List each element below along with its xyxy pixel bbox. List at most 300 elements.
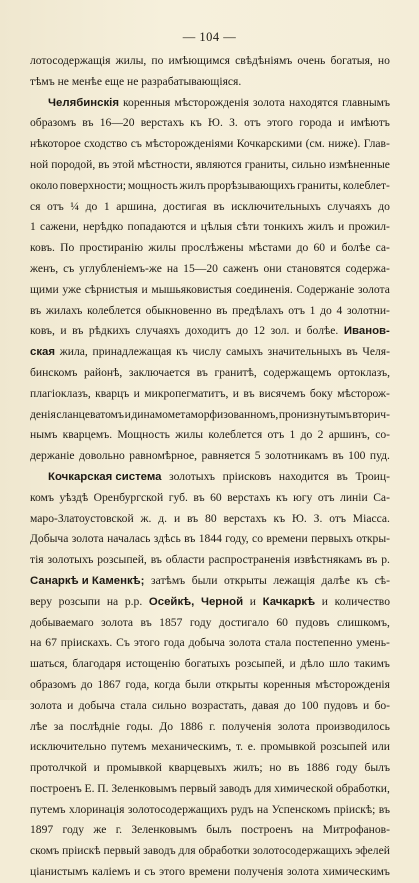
word: въ xyxy=(243,386,255,400)
word: образомъ xyxy=(30,116,77,130)
word: лѣе xyxy=(30,719,48,733)
word: въ xyxy=(216,303,228,317)
word: Са- xyxy=(373,490,390,504)
word: къ xyxy=(275,490,288,504)
word: по xyxy=(151,54,164,67)
word: умень- xyxy=(356,636,390,650)
word: годы. xyxy=(126,719,153,733)
word: висячемъ xyxy=(258,386,306,400)
word: добыча xyxy=(188,636,225,650)
word: 80 xyxy=(205,511,217,525)
word: былъ xyxy=(206,823,232,837)
word: или xyxy=(371,740,390,754)
word: уже xyxy=(62,282,82,296)
word: женъ, xyxy=(30,261,59,275)
text-line xyxy=(30,238,390,259)
word: мѣсторожденіями xyxy=(145,137,234,151)
text-line xyxy=(30,405,390,426)
word: послѣдніе xyxy=(69,719,120,733)
word: сажени, xyxy=(40,220,79,234)
word: сѣ- xyxy=(374,573,390,587)
word: бинскомъ xyxy=(30,365,78,379)
word: простиранію xyxy=(79,241,144,255)
word: ся xyxy=(30,199,41,213)
word: жилахъ xyxy=(45,303,83,317)
word: въ xyxy=(72,324,84,338)
word: жилъ xyxy=(307,220,334,234)
word: 15—20 xyxy=(183,261,218,275)
word: принадлежащая xyxy=(92,345,172,359)
word: самыхъ xyxy=(225,345,263,359)
word: въ xyxy=(193,490,205,504)
word: до xyxy=(300,428,313,442)
word: скомъ xyxy=(30,844,60,858)
text-line xyxy=(30,363,390,384)
word: лотосодержащія xyxy=(30,54,111,67)
word: р.р. xyxy=(124,594,143,608)
word: жилъ xyxy=(179,178,206,192)
word: исключительно xyxy=(30,740,107,754)
text-line xyxy=(30,113,390,134)
text-line xyxy=(30,820,390,841)
word: добываемаго xyxy=(30,615,94,629)
word: значительныхъ xyxy=(267,345,342,359)
word: Ю. xyxy=(208,116,223,130)
text-line xyxy=(30,488,390,509)
word: ж. xyxy=(140,511,152,525)
word: пуд. xyxy=(369,449,390,463)
word: 67 xyxy=(45,636,57,650)
word: очень xyxy=(297,54,326,67)
word: для xyxy=(254,781,272,795)
word: Міасса. xyxy=(352,511,390,525)
word: е. xyxy=(247,740,256,754)
word: 100 xyxy=(348,449,366,463)
word: стала xyxy=(264,636,292,650)
word: протолчкой xyxy=(30,761,87,775)
word: промывкой xyxy=(106,761,162,775)
word: и xyxy=(338,220,345,234)
word: нерѣдко xyxy=(83,220,124,234)
text-line xyxy=(30,529,390,550)
word: прожил- xyxy=(348,220,390,234)
word: полученія xyxy=(234,865,284,879)
word: въ xyxy=(82,116,94,130)
word: въ xyxy=(187,511,199,525)
word: 1857 xyxy=(159,615,183,629)
word: ной xyxy=(30,157,49,171)
word: Успенскомъ xyxy=(271,802,331,816)
word: главнымъ xyxy=(342,95,390,109)
word: мѣстности, xyxy=(137,157,193,171)
word: къ xyxy=(273,511,286,525)
word: этого xyxy=(159,865,186,879)
word: отъ xyxy=(244,116,261,130)
word: и xyxy=(133,386,140,400)
word: нѣкоторое xyxy=(30,137,81,151)
text-line xyxy=(30,592,390,613)
word: 1886 xyxy=(306,761,330,775)
word: съ xyxy=(130,137,142,151)
word: исключительныхъ xyxy=(231,199,321,213)
word: около xyxy=(30,178,59,192)
word: въ xyxy=(332,449,344,463)
word: болѣе xyxy=(341,241,371,255)
word: Содержаніе xyxy=(296,282,355,296)
word: Мощность xyxy=(117,428,170,442)
word: и xyxy=(294,324,302,338)
word: Глав- xyxy=(363,137,390,151)
word: комъ xyxy=(30,490,54,504)
word: Оренбургской xyxy=(93,490,164,504)
word: щими xyxy=(30,282,59,296)
word: на xyxy=(256,802,269,816)
word: доходитъ xyxy=(185,324,231,338)
word: въ xyxy=(378,802,390,816)
word: верстахъ xyxy=(223,511,267,525)
word: обработки, xyxy=(335,781,390,795)
text-line xyxy=(30,779,390,800)
word: постепенно xyxy=(295,636,353,650)
word: золотни- xyxy=(347,303,390,317)
word: болѣе. xyxy=(306,324,339,338)
word: истощенію xyxy=(125,657,180,671)
word: верстахъ xyxy=(227,490,271,504)
text-line xyxy=(30,654,390,675)
word: рѣдкихъ xyxy=(88,324,131,338)
word: мощность xyxy=(127,178,178,192)
word: жилъ; xyxy=(233,761,263,775)
word: находятся xyxy=(288,95,339,109)
word: сланцеватомъ xyxy=(56,407,125,421)
word: бо- xyxy=(374,698,390,712)
text-line xyxy=(30,550,390,571)
word: въ xyxy=(213,199,225,213)
word: времени xyxy=(188,865,231,879)
word: до xyxy=(296,241,309,255)
word: отъ xyxy=(267,428,285,442)
word: распространенія xyxy=(208,553,291,567)
word: 12 xyxy=(253,324,266,338)
word: золотосодержащихъ xyxy=(127,802,228,816)
word: свѣдѣніямъ xyxy=(235,54,293,67)
word: они xyxy=(263,261,282,275)
text-line xyxy=(30,696,390,717)
word: равномѣрное, xyxy=(129,449,198,463)
word: въ xyxy=(150,553,162,567)
word: До xyxy=(159,719,174,733)
word: 60 xyxy=(210,490,222,504)
word: былъ xyxy=(364,761,390,775)
word: полученія xyxy=(222,719,272,733)
word: въ xyxy=(196,365,208,379)
word: 1 xyxy=(103,199,110,213)
word: открыты xyxy=(223,573,267,587)
word: на xyxy=(30,636,42,650)
text-line xyxy=(30,571,390,592)
word: аршинъ, xyxy=(328,428,370,442)
word: жилы xyxy=(175,428,204,442)
bold-term: ская xyxy=(30,346,56,359)
word: имѣющимся xyxy=(168,54,230,67)
word: обработки xyxy=(198,844,250,858)
word: до xyxy=(284,698,296,712)
text-line xyxy=(30,280,390,301)
word: породой, xyxy=(51,157,96,171)
word: Челя- xyxy=(362,345,390,359)
word: ниже). xyxy=(328,137,361,151)
text-line xyxy=(30,467,390,488)
word: золота xyxy=(101,615,134,629)
word: пріискѣ; xyxy=(333,802,376,816)
word: первый xyxy=(103,844,141,858)
word: районѣ, xyxy=(83,365,123,379)
word: денія xyxy=(30,407,56,421)
word: до xyxy=(236,324,248,338)
word: прiисковъ xyxy=(222,469,272,483)
word: и xyxy=(67,698,74,712)
word: сходство xyxy=(84,137,128,151)
word: до xyxy=(378,199,390,213)
word: до xyxy=(80,677,93,691)
word: золота xyxy=(30,698,62,712)
word: но xyxy=(377,54,390,67)
word: когда xyxy=(154,677,181,691)
word: цѣлыя xyxy=(200,220,233,234)
word: этого xyxy=(133,636,160,650)
text-line xyxy=(30,176,390,197)
word: соединенія. xyxy=(235,282,293,296)
word: отъ xyxy=(329,511,346,525)
word: рудъ xyxy=(230,802,254,816)
text-line xyxy=(30,841,390,862)
word: въ xyxy=(336,469,348,483)
word: и xyxy=(289,657,296,671)
word: эфелей xyxy=(355,844,390,858)
word: промывкой xyxy=(260,740,316,754)
word: имѣютъ xyxy=(350,116,390,130)
word: шаться, xyxy=(30,657,68,671)
word: и xyxy=(93,761,100,775)
bold-term: Черной xyxy=(200,595,244,608)
word: боку xyxy=(309,386,333,400)
word: богатыя, xyxy=(330,54,373,67)
text-line xyxy=(30,301,390,322)
word: же xyxy=(93,823,107,837)
word: путемъ xyxy=(30,802,66,816)
word: мѣсторож- xyxy=(337,386,390,400)
word: химическимъ xyxy=(322,865,390,879)
word: со- xyxy=(375,428,390,442)
word: Ю. xyxy=(292,511,307,525)
word: въ xyxy=(346,345,358,359)
word: лежащія xyxy=(273,573,315,587)
word: для xyxy=(178,844,196,858)
word: розсыпи xyxy=(58,594,101,608)
text-line xyxy=(30,259,390,280)
text-line xyxy=(30,633,390,654)
word: за xyxy=(53,719,64,733)
word: 100 xyxy=(301,698,319,712)
word: Добыча xyxy=(30,532,69,546)
word: и xyxy=(134,865,141,879)
word: маро-Златоустовской xyxy=(30,511,134,525)
word: З. xyxy=(313,511,323,525)
word: предѣлахъ xyxy=(232,303,284,317)
word: пріискахъ. xyxy=(60,636,113,650)
word: золота xyxy=(228,636,261,650)
word: добыча xyxy=(78,698,115,712)
word: содержа- xyxy=(345,261,390,275)
word: достигало xyxy=(218,615,269,629)
word: колеблет- xyxy=(342,178,390,192)
word: заключается xyxy=(128,365,191,379)
text-line xyxy=(30,446,390,467)
word: вторич- xyxy=(352,407,390,421)
word: пудовъ xyxy=(295,615,330,629)
word: въ xyxy=(98,157,110,171)
word: Зеленковымъ xyxy=(111,781,177,795)
word: жилы xyxy=(148,241,176,255)
word: сильно xyxy=(291,157,326,171)
word: и xyxy=(232,386,239,400)
text-line xyxy=(30,800,390,821)
word: количество xyxy=(334,594,390,608)
word: заводъ xyxy=(143,844,176,858)
word: области xyxy=(165,553,205,567)
word: пронизнутымъ xyxy=(278,407,352,421)
word: году, xyxy=(225,532,249,546)
word: З. xyxy=(229,116,238,130)
word: нымъ xyxy=(30,428,58,442)
word: Кочкарскими xyxy=(236,137,303,151)
word: 1867 xyxy=(97,677,121,691)
word: шло xyxy=(329,657,350,671)
word: были xyxy=(185,677,211,691)
bold-term: Челябинскія xyxy=(48,96,119,109)
word: Съ xyxy=(116,636,130,650)
word: откры- xyxy=(356,532,390,546)
word: богатыхъ xyxy=(184,657,231,671)
word: времени xyxy=(266,532,308,546)
word: золотыхъ xyxy=(47,553,94,567)
word: уѣздѣ xyxy=(59,490,89,504)
text-line xyxy=(30,737,390,758)
word: пріискѣ xyxy=(62,844,101,858)
bold-term: Санаркѣ и Каменкѣ; xyxy=(30,574,145,587)
word: первый xyxy=(179,781,217,795)
bold-term: Иванов- xyxy=(343,325,390,338)
word: г. xyxy=(209,719,216,733)
word: губ. xyxy=(168,490,188,504)
word: граниты, xyxy=(297,178,341,192)
word: отъ xyxy=(288,303,305,317)
word: производилось xyxy=(316,719,390,733)
text-line xyxy=(30,862,390,883)
word: находится xyxy=(278,469,329,483)
word: затѣмъ xyxy=(151,573,186,587)
word: на xyxy=(302,823,314,837)
word: первыхъ xyxy=(311,532,353,546)
word: этой xyxy=(112,157,135,171)
word: стала xyxy=(120,698,147,712)
word: и xyxy=(190,220,197,234)
word: и xyxy=(124,407,131,421)
bold-term: Кочкарская система xyxy=(48,470,162,483)
word: города xyxy=(299,116,332,130)
word: и xyxy=(60,324,67,338)
word: и xyxy=(338,116,345,130)
word: жила, xyxy=(59,345,88,359)
word: мѣсторожденія xyxy=(315,677,390,691)
word: построенъ xyxy=(30,781,82,795)
word: зол. xyxy=(270,324,290,338)
word: держаніе xyxy=(30,449,75,463)
word: 1844 xyxy=(198,532,222,546)
word: 60 xyxy=(276,615,288,629)
word: плагіоклазъ, xyxy=(30,386,91,400)
word: коренныя xyxy=(263,677,311,691)
word: году xyxy=(62,823,85,837)
word: аршина, xyxy=(116,199,157,213)
word: являются xyxy=(195,157,242,171)
text-line xyxy=(30,758,390,779)
word: золота xyxy=(277,719,310,733)
word: далѣе xyxy=(321,573,350,587)
word: со xyxy=(252,532,263,546)
word: мѣсторожденія xyxy=(174,95,249,109)
word: тія xyxy=(30,553,44,567)
bold-term: Осейкѣ, xyxy=(148,595,195,608)
word: мѣстами xyxy=(248,241,292,255)
word: съ xyxy=(63,261,75,275)
word: верстахъ xyxy=(140,116,184,130)
word: д. xyxy=(158,511,168,525)
word: и xyxy=(173,511,181,525)
bold-term: Качкаркѣ xyxy=(262,595,316,608)
word: хлоринація xyxy=(68,802,125,816)
word: года xyxy=(163,636,185,650)
word: По xyxy=(60,241,75,255)
word: и xyxy=(363,698,370,712)
word: золотыхъ xyxy=(169,469,215,483)
word: къ xyxy=(190,116,202,130)
word: т. xyxy=(235,740,244,754)
word: слишкомъ, xyxy=(337,615,390,629)
word: измѣненные xyxy=(328,157,390,171)
word: равняется xyxy=(201,449,251,463)
word: золота xyxy=(71,532,104,546)
word: золота xyxy=(252,95,285,109)
word: золотникамъ xyxy=(265,449,328,463)
word: микропегматитъ, xyxy=(144,386,229,400)
word: въ xyxy=(30,303,42,317)
word: П. xyxy=(97,781,109,795)
word: 1 xyxy=(289,428,296,442)
text-line xyxy=(30,717,390,738)
word: отъ xyxy=(317,490,335,504)
word: но xyxy=(269,761,282,775)
word: химической xyxy=(274,781,334,795)
word: каліемъ xyxy=(92,865,131,879)
word: и xyxy=(141,282,148,296)
word: дѣло xyxy=(300,657,325,671)
word: благодаря xyxy=(72,657,121,671)
word: ковъ, xyxy=(30,324,55,338)
word: такимъ xyxy=(354,657,390,671)
word: Троиц- xyxy=(355,469,390,483)
text-line xyxy=(30,197,390,218)
